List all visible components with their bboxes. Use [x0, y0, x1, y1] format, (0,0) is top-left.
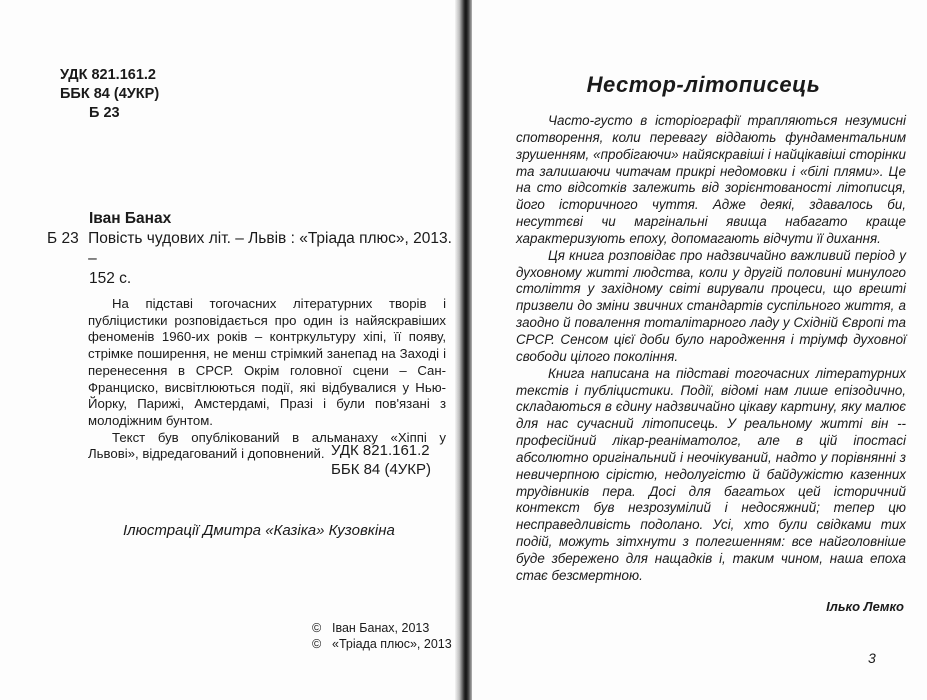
bbk-code: ББК 84 (4УКР)	[60, 86, 160, 102]
copyright-icon: ©	[312, 637, 322, 651]
preface-paragraph: Книга написана на підставі тогочасних літературних текстів і публіцистики. Події, відомі нам лише епізодично, складаються в єдину надзвичайно цікаву картину, яку малює для нас сучасний літописець. У реальному житті він -- професійний лікар-реаніматолог, але в цій іпостасі абсолютно оригінальний і неочікуваний, надто у порівнянні з невичерпною сірістю, недолугістю й байдужістю казенних трудівників пера. Досі для багатьох цей історичний контекст був незрозумілий і недосяжний; тепер цю несправедливість подолано. Усі, хто були свідками тих подій, можуть зітхнути з полегшенням: все найголовніше буде збережено для нащадків і, таким чином, наша епоха стає безсмертною.	[516, 365, 906, 583]
bib-title: Повість чудових літ. – Львів : «Тріада плюс», 2013. –	[88, 230, 452, 267]
bib-line	[47, 229, 457, 269]
copyright-icon: ©	[312, 621, 322, 635]
page-number: 3	[868, 650, 876, 666]
bbk-code-repeat: ББК 84 (4УКР)	[331, 461, 432, 478]
udk-code: УДК 821.161.2	[60, 67, 156, 83]
copyright-line	[312, 620, 452, 636]
copyright-text: «Тріада плюс», 2013	[332, 637, 452, 651]
annotation-paragraph: Текст був опублікований в альманаху «Хіппі у Львові», відредагований і доповнений.	[88, 429, 446, 462]
bib-pages: 152 с.	[89, 270, 132, 287]
annotation-paragraph: На підставі тогочасних літературних творів і публіцистики розповідається про один із найяскравіших феноменів 1960-их років – контркультуру хіпі, її появу, стрімке поширення, не менш стрімкий занепад на Заході і перенесення в СРСР. Окрім головної сцени – Сан-Франциско, висвітлюються події, які відбувалися у Нью-Йорку, Парижі, Амстердамі, Празі і були пов'язані з молодіжним бунтом.	[88, 296, 446, 428]
author-mark: Б 23	[89, 105, 120, 121]
preface-paragraph: Ця книга розповідає про надзвичайно важливий період у духовному житті людства, коли у другій половині минулого століття у західному світі вирували процеси, що врешті призвели до зміни звичних стандартів суспільного життя, а заодно й повалення тоталітарного ладу у Східній Європі та СРСР. Сенсом цієї доби було народження і тріумф духовної свободи цілого покоління.	[516, 247, 906, 364]
classification-repeat	[331, 441, 431, 479]
copyright-block	[312, 620, 452, 652]
preface-text	[516, 113, 906, 585]
bib-code: Б 23	[47, 230, 79, 247]
copyright-text: Іван Банах, 2013	[332, 621, 430, 635]
classification-codes	[60, 66, 159, 123]
illustrations-credit: Ілюстрації Дмитра «Казіка» Кузовкіна	[123, 522, 395, 539]
preface-paragraph: Часто-густо в історіографії трапляються незумисні спотворення, коли перевагу віддають фундаментальним зрушенням, «пробігаючи» найяскравіші і найцікавіші сторінки та залишаючи читачам прикрі недомовки і «білі плями». Це на сто відсотків залежить від зорієнтованості літописця, його історичного чуття. Адже деякі, здавалось би, несуттєві чи маргінальні явища набагато краще характеризують епоху, допомагають відчути її дихання.	[516, 113, 906, 246]
right-page	[472, 0, 927, 700]
annotation	[88, 296, 446, 463]
udk-code-repeat: УДК 821.161.2	[331, 442, 430, 459]
copyright-line	[312, 636, 452, 652]
bibliographic-record	[47, 209, 457, 289]
left-page	[0, 0, 463, 700]
chapter-title: Нестор-літописець	[586, 72, 821, 97]
signature: Ілько Лемко	[826, 599, 904, 614]
author-name: Іван Банах	[89, 210, 172, 227]
